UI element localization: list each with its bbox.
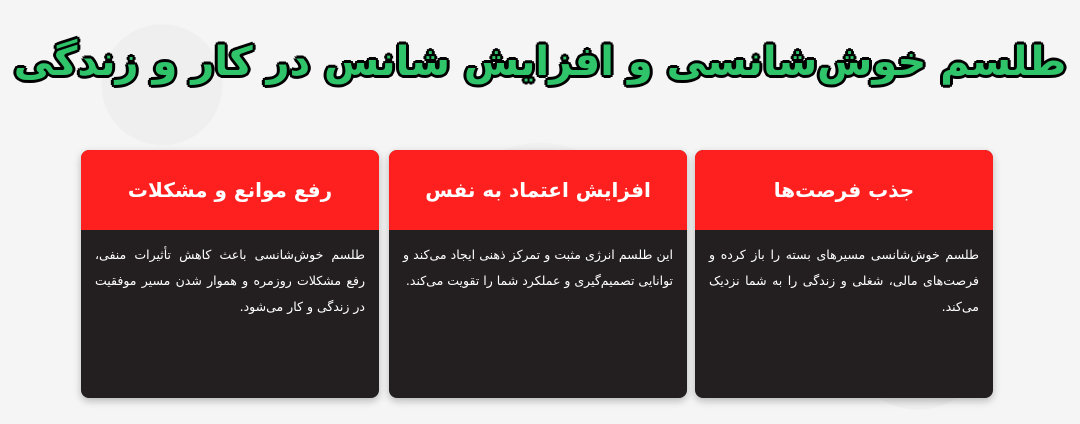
card-title: جذب فرصت‌ها — [773, 178, 915, 202]
card-confidence — [389, 150, 687, 398]
card-header — [695, 150, 993, 230]
card-opportunities — [695, 150, 993, 398]
card-title: افزایش اعتماد به نفس — [425, 178, 651, 202]
feature-cards — [81, 150, 993, 398]
card-title: رفع موانع و مشکلات — [127, 178, 333, 202]
card-obstacles — [81, 150, 379, 398]
card-header — [81, 150, 379, 230]
card-text: طلسم خوش‌شانسی باعث کاهش تأثیرات منفی، رفع مشکلات روزمره و هموار شدن مسیر موفقیت در زندگی و کار می‌شود. — [95, 247, 365, 314]
card-header — [389, 150, 687, 230]
card-text: طلسم خوش‌شانسی مسیرهای بسته را باز کرده و فرصت‌های مالی، شغلی و زندگی را به شما نزدیک می‌کند. — [709, 247, 979, 314]
card-text: این طلسم انرژی مثبت و تمرکز ذهنی ایجاد می‌کند و توانایی تصمیم‌گیری و عملکرد شما را تقویت می‌کند. — [403, 247, 673, 288]
page-title: طلسم خوش‌شانسی و افزایش شانس در کار و زندگی — [13, 39, 1067, 85]
